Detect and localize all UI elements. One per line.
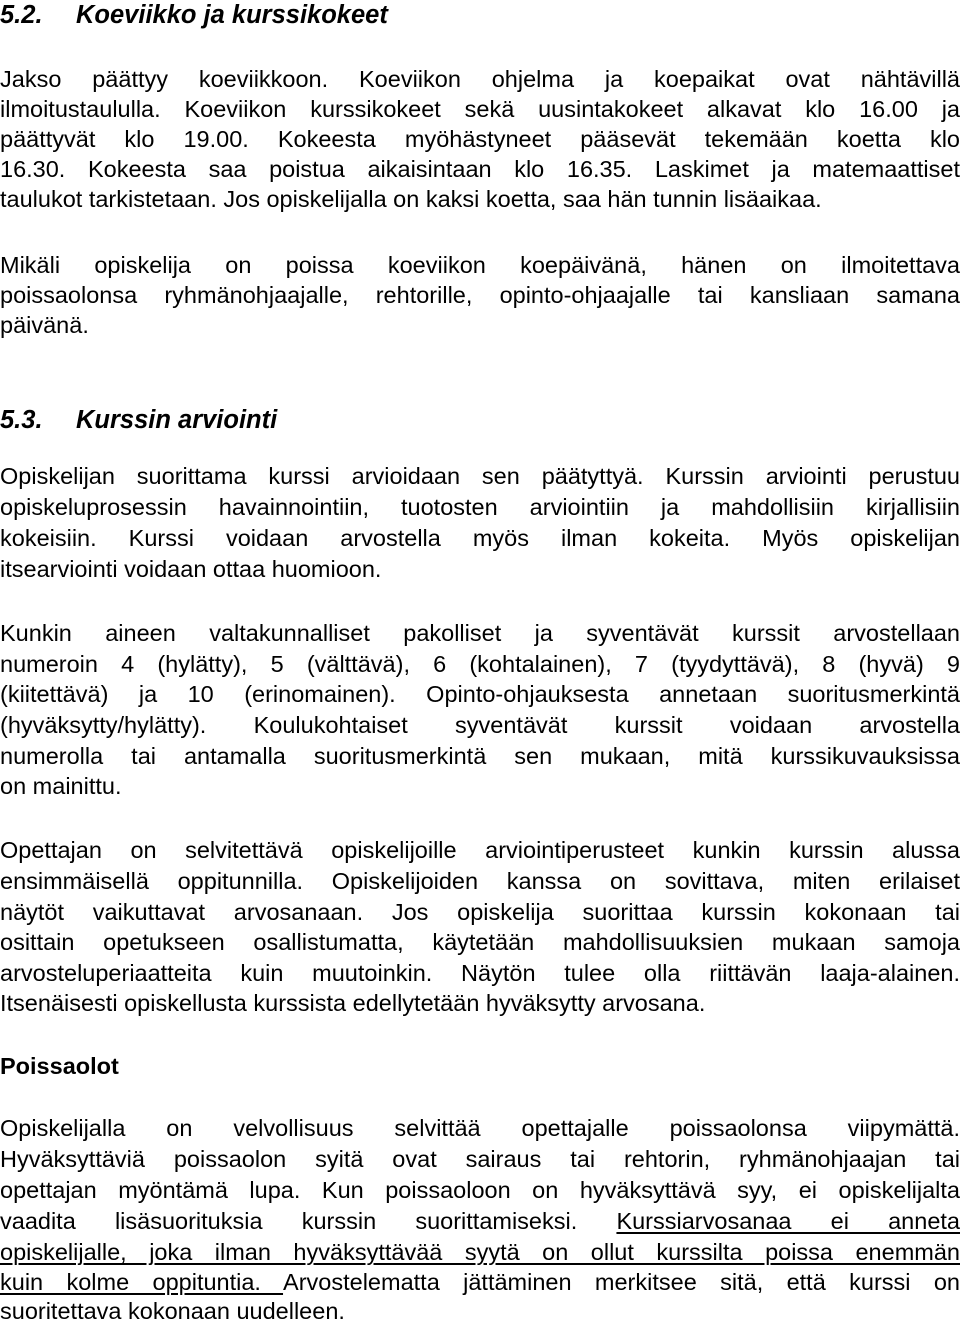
paragraph-line: arvosteluperiaatteita kuin muutoinkin. Näytön tulee olla riittävän laaja-alainen. bbox=[0, 960, 960, 986]
paragraph-line: näytöt vaikuttavat arvosanaan. Jos opiskelija suorittaa kurssin kokonaan tai bbox=[0, 899, 960, 925]
section-heading-5-2 bbox=[0, 0, 960, 30]
paragraph-line: suoritettava kokonaan uudelleen. bbox=[0, 1298, 345, 1324]
paragraph-line: (hyväksytty/hylätty). Koulukohtaiset syventävät kurssit voidaan arvostella bbox=[0, 712, 960, 738]
paragraph-line: Mikäli opiskelija on poissa koeviikon koepäivänä, hänen on ilmoitettava bbox=[0, 252, 960, 278]
section-number: 5.3. bbox=[0, 406, 43, 434]
paragraph-line: poissaolonsa ryhmänohjaajalle, rehtorille, opinto-ohjaajalle tai kansliaan samana bbox=[0, 282, 960, 308]
section-number: 5.2. bbox=[0, 1, 43, 29]
paragraph-line-mixed bbox=[0, 1267, 960, 1297]
paragraph-line: Hyväksyttäviä poissaolon syitä ovat sairaus tai rehtorin, ryhmänohjaajan tai bbox=[0, 1146, 960, 1172]
paragraph-line: numeroin 4 (hylätty), 5 (välttävä), 6 (kohtalainen), 7 (tyydyttävä), 8 (hyvä) 9 bbox=[0, 651, 960, 677]
paragraph-line: osittain opetukseen osallistumatta, käytetään mahdollisuuksien mukaan samoja bbox=[0, 929, 960, 955]
paragraph-line: kokeisiin. Kurssi voidaan arvostella myös ilman kokeita. Myös opiskelijan bbox=[0, 525, 960, 551]
section-title: Koeviikko ja kurssikokeet bbox=[76, 1, 388, 29]
paragraph-line: itsearviointi voidaan ottaa huomioon. bbox=[0, 556, 382, 582]
paragraph-line-mixed bbox=[0, 1206, 960, 1236]
paragraph-line: 16.30. Kokeesta saa poistua aikaisintaan klo 16.35. Laskimet ja matemaattiset bbox=[0, 156, 960, 182]
paragraph-line: Opettajan on selvitettävä opiskelijoille arviointiperusteet kunkin kurssin alussa bbox=[0, 837, 960, 863]
paragraph-line: Opiskelijalla on velvollisuus selvittää opettajalle poissaolonsa viipymättä. bbox=[0, 1115, 960, 1141]
paragraph-line: ilmoitustaululla. Koeviikon kurssikokeet sekä uusintakokeet alkavat klo 16.00 ja bbox=[0, 96, 960, 122]
plain-text: vaadita lisäsuorituksia kurssin suorittamiseksi. bbox=[0, 1208, 617, 1234]
underlined-text: kuin kolme oppituntia. bbox=[0, 1269, 284, 1295]
underlined-paragraph-line: opiskelijalle, joka ilman hyväksyttävää syytä on ollut kurssilta poissa enemmän bbox=[0, 1239, 960, 1265]
section-title: Kurssin arviointi bbox=[76, 406, 278, 434]
paragraph-line: opiskeluprosessin havainnointiin, tuotosten arviointiin ja mahdollisiin kirjallisiin bbox=[0, 494, 960, 520]
paragraph-line: Jakso päättyy koeviikkoon. Koeviikon ohjelma ja koepaikat ovat nähtävillä bbox=[0, 66, 960, 92]
paragraph-line: on mainittu. bbox=[0, 773, 122, 799]
paragraph-line: opettajan myöntämä lupa. Kun poissaoloon on hyväksyttävä syy, ei opiskelijalta bbox=[0, 1177, 960, 1203]
paragraph-line: Kunkin aineen valtakunnalliset pakolliset ja syventävät kurssit arvostellaan bbox=[0, 620, 960, 646]
underlined-text: Kurssiarvosanaa ei anneta bbox=[616, 1208, 960, 1234]
paragraph-line: numerolla tai antamalla suoritusmerkintä sen mukaan, mitä kurssikuvauksissa bbox=[0, 743, 960, 769]
poissaolot-heading: Poissaolot bbox=[0, 1053, 119, 1079]
paragraph-line: taulukot tarkistetaan. Jos opiskelijalla on kaksi koetta, saa hän tunnin lisäaikaa. bbox=[0, 186, 822, 212]
paragraph-line: ensimmäisellä oppitunnilla. Opiskelijoiden kanssa on sovittava, miten erilaiset bbox=[0, 868, 960, 894]
paragraph-line: päättyvät klo 19.00. Kokeesta myöhästyneet pääsevät tekemään koetta klo bbox=[0, 126, 960, 152]
section-heading-5-3 bbox=[0, 405, 960, 435]
paragraph-line: (kiitettävä) ja 10 (erinomainen). Opinto-ohjauksesta annetaan suoritusmerkintä bbox=[0, 681, 960, 707]
paragraph-line: Itsenäisesti opiskellusta kurssista edellytetään hyväksytty arvosana. bbox=[0, 990, 706, 1016]
plain-text: Arvostelematta jättäminen merkitsee sitä, että kurssi on bbox=[283, 1269, 960, 1295]
paragraph-line: Opiskelijan suorittama kurssi arvioidaan sen päätyttyä. Kurssin arviointi perustuu bbox=[0, 463, 960, 489]
paragraph-line: päivänä. bbox=[0, 312, 89, 338]
